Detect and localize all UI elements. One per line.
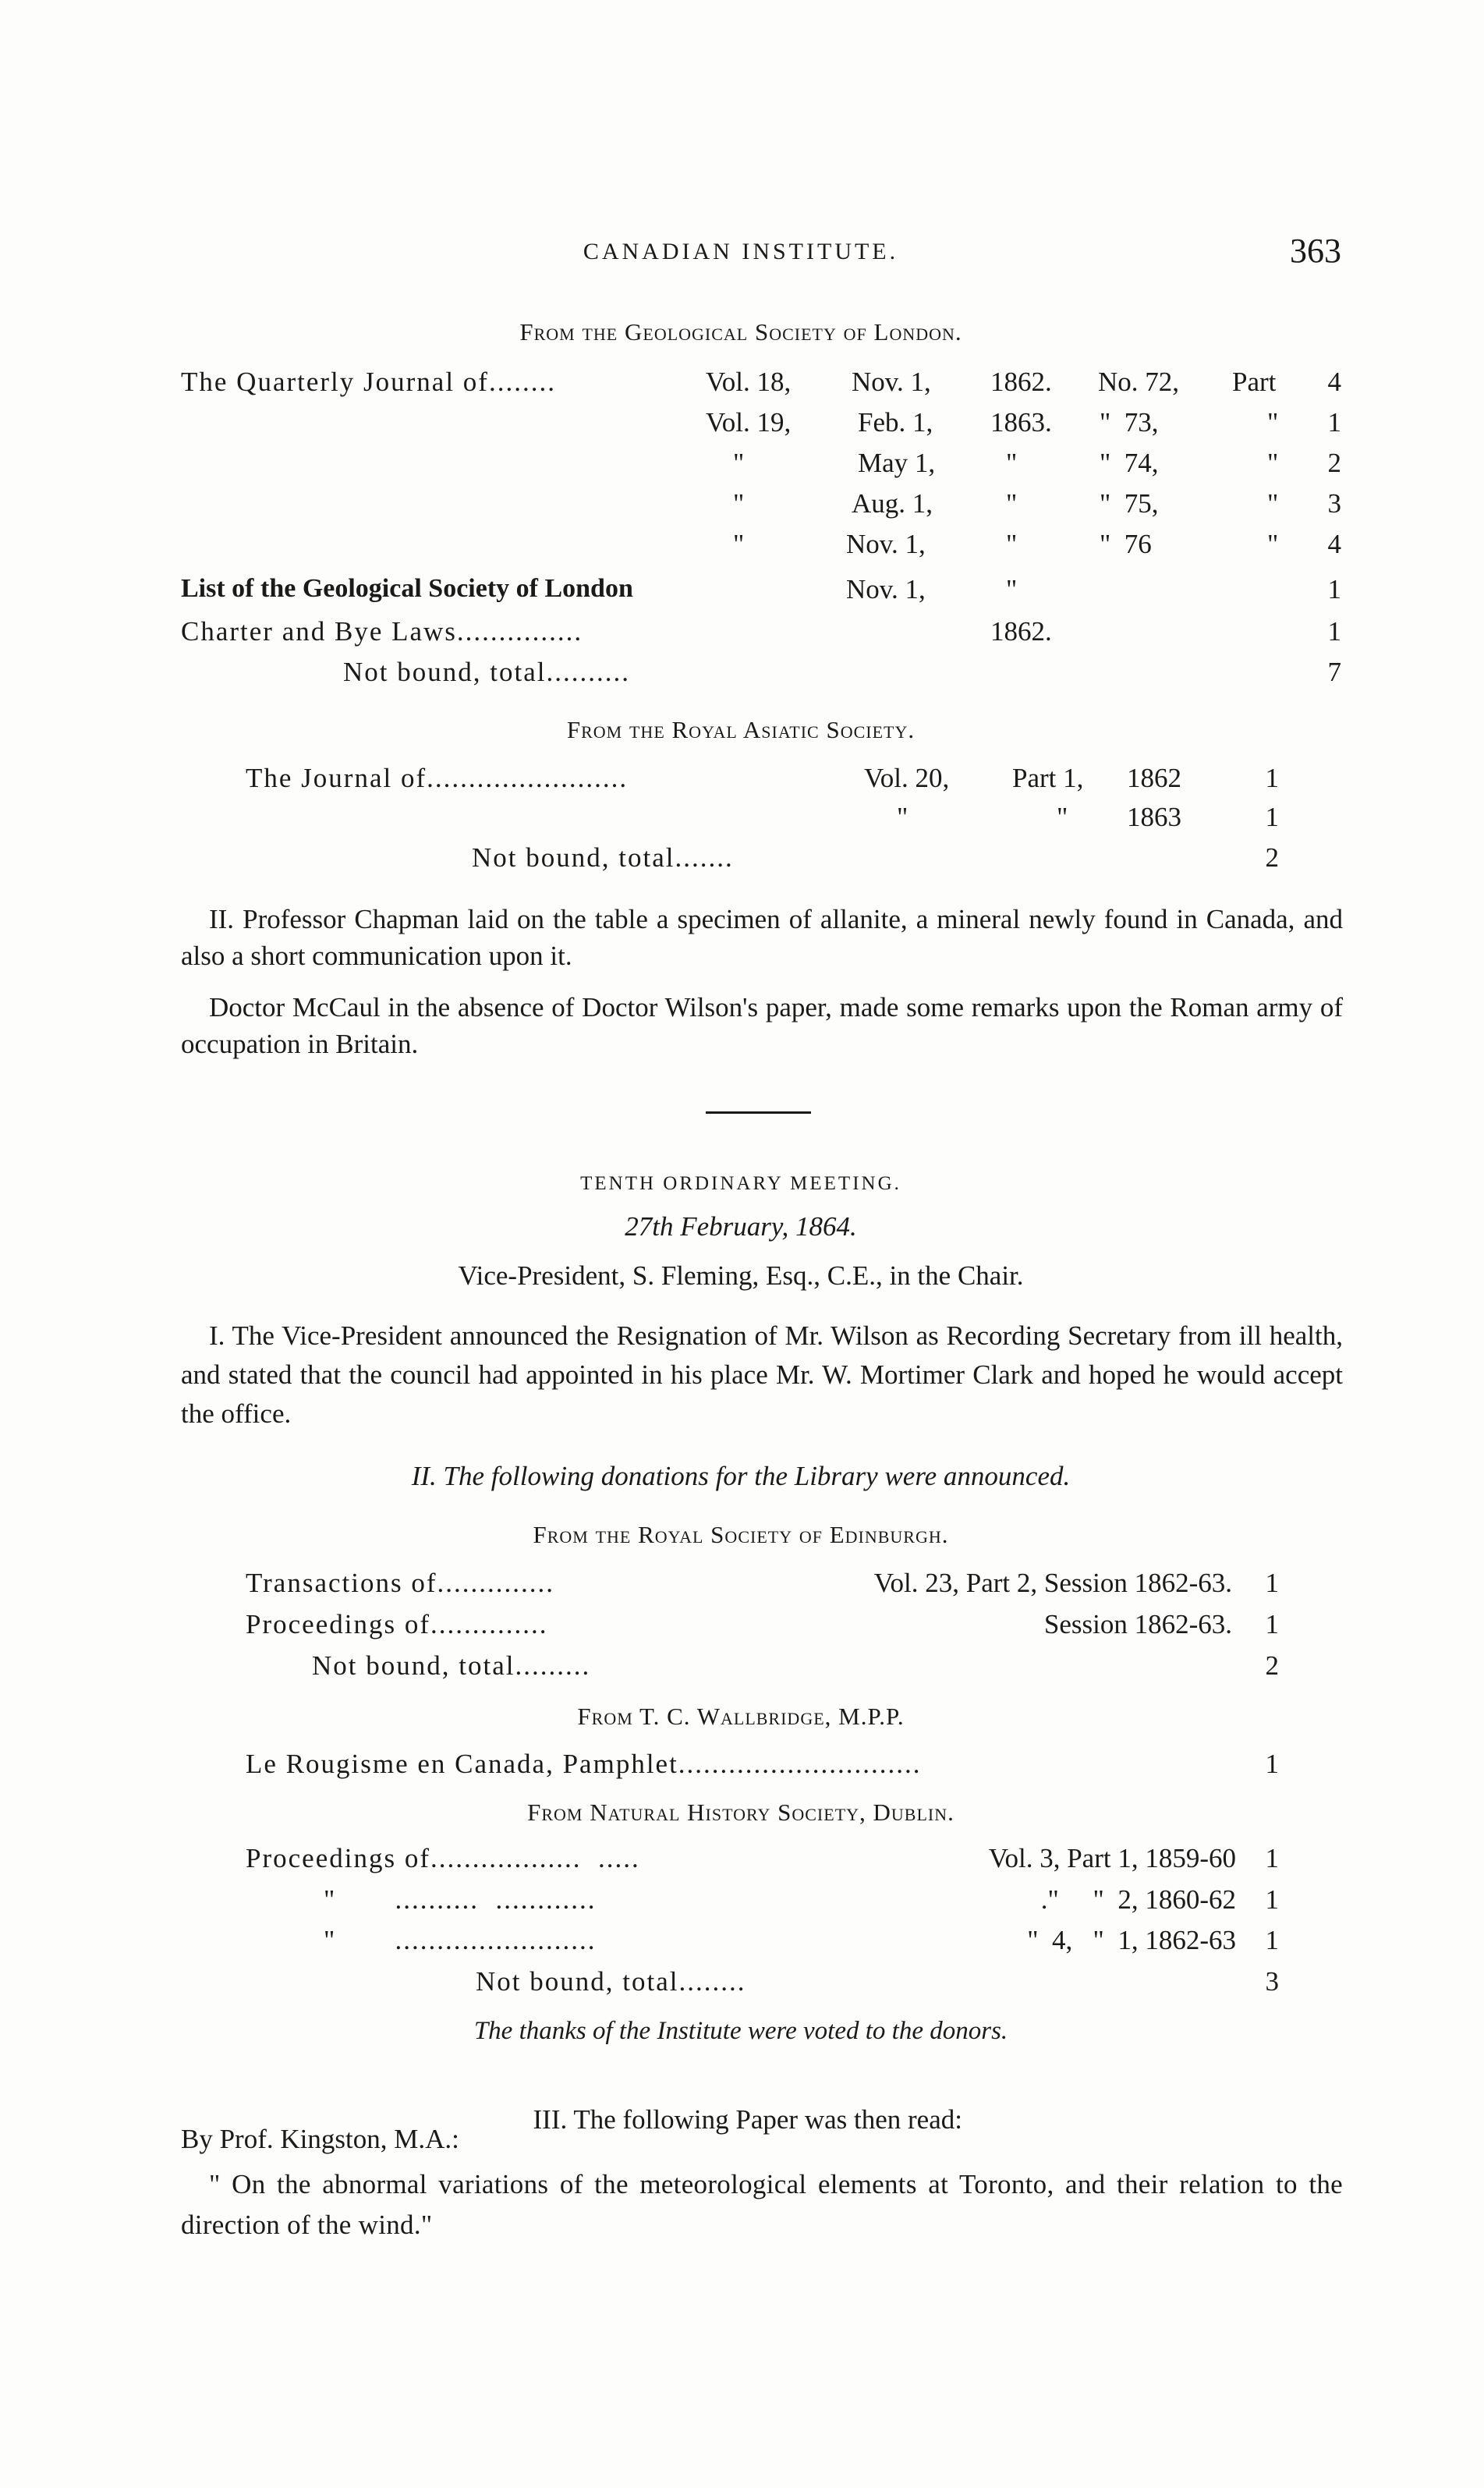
table-cell-vol: Vol. 20, bbox=[864, 763, 950, 793]
dublin-heading: From Natural History Society, Dublin. bbox=[527, 1799, 955, 1826]
donations-heading: II. The following donations for the Library were announced. bbox=[411, 1461, 1071, 1491]
paragraph-chapman: II. Professor Chapman laid on the table a specimen of allanite, a mineral newly found in Canada, and also a short communication upon it. bbox=[181, 904, 1343, 971]
table-cell-year: 1862 bbox=[1127, 763, 1181, 793]
table-cell-year: 1863 bbox=[1127, 802, 1181, 832]
table-cell-label: Not bound, total....... bbox=[472, 842, 734, 873]
table-cell-year: 1863. bbox=[990, 407, 1052, 438]
table-cell-num: No. 72, bbox=[1098, 367, 1180, 397]
table-cell-label: Proceedings of.................. ..... bbox=[246, 1843, 640, 1873]
table-cell-ref: Vol. 3, Part 1, 1859-60 bbox=[988, 1843, 1236, 1873]
thanks-line: The thanks of the Institute were voted to the donors. bbox=[473, 2017, 1008, 2045]
table-cell-vol: Vol. 19, bbox=[706, 407, 792, 438]
table-cell-count: 7 bbox=[1327, 657, 1341, 687]
table-cell-label: Not bound, total.......... bbox=[343, 657, 630, 687]
table-cell-label: " ........................ bbox=[324, 1925, 597, 1955]
table-cell-label: Le Rougisme en Canada, Pamphlet............................. bbox=[246, 1749, 922, 1779]
paper-title: " On the abnormal variations of the meteorological elements at Toronto, and their relation to the direction of the wind." bbox=[181, 2169, 1343, 2240]
table-cell-label: Proceedings of.............. bbox=[246, 1609, 548, 1639]
meeting-title: TENTH ORDINARY MEETING. bbox=[580, 1173, 901, 1194]
table-cell-vol: " bbox=[733, 529, 745, 559]
table-cell-date: Nov. 1, bbox=[846, 529, 926, 559]
table-cell-label: Transactions of.............. bbox=[246, 1568, 555, 1598]
table-cell-part: " bbox=[1267, 529, 1279, 559]
table-cell-label: The Journal of........................ bbox=[246, 763, 629, 793]
table-cell-part: Part bbox=[1232, 367, 1277, 397]
paragraph-mccaul: Doctor McCaul in the absence of Doctor Wilson's paper, made some remarks upon the Roman army of occupation in Britain. bbox=[181, 992, 1343, 1059]
table-cell-label: Not bound, total........ bbox=[476, 1966, 746, 1997]
table-cell-num: " 75, bbox=[1100, 488, 1159, 519]
table-cell-label: List of the Geological Society of London bbox=[181, 574, 633, 603]
table-cell-ref: ." " 2, 1860-62 bbox=[1040, 1884, 1236, 1915]
table-cell-vol: " bbox=[733, 448, 745, 478]
table-cell-ref: Session 1862-63. bbox=[1043, 1609, 1232, 1639]
table-cell-count: 1 bbox=[1265, 1925, 1279, 1955]
table-cell-date: Nov. 1, bbox=[852, 367, 931, 397]
table-cell-count: 2 bbox=[1327, 448, 1341, 478]
table-cell-year: " bbox=[1006, 529, 1018, 559]
table-cell-date: May 1, bbox=[858, 448, 936, 478]
table-cell-date: Aug. 1, bbox=[852, 488, 933, 519]
table-cell-label: The Quarterly Journal of........ bbox=[181, 367, 556, 397]
table-cell-ref: " 4, " 1, 1862-63 bbox=[1027, 1925, 1236, 1955]
table-cell-count: 2 bbox=[1265, 1650, 1279, 1681]
table-cell-count: 3 bbox=[1265, 1966, 1279, 1997]
table-cell-part: " bbox=[1057, 802, 1068, 832]
table-cell-count: 4 bbox=[1327, 367, 1341, 397]
edinburgh-heading: From the Royal Society of Edinburgh. bbox=[533, 1521, 949, 1548]
table-cell-label: Charter and Bye Laws............... bbox=[181, 616, 583, 647]
table-cell-label: Not bound, total......... bbox=[312, 1650, 591, 1681]
table-cell-count: 2 bbox=[1265, 842, 1279, 873]
table-cell-count: 3 bbox=[1327, 488, 1341, 519]
paper-author: By Prof. Kingston, M.A.: bbox=[181, 2124, 459, 2154]
table-cell-year: " bbox=[1006, 574, 1018, 604]
meeting-date: 27th February, 1864. bbox=[625, 1211, 857, 1242]
running-head: CANADIAN INSTITUTE. bbox=[583, 239, 899, 264]
table-cell-count: 1 bbox=[1265, 802, 1279, 832]
table-cell-vol: " bbox=[733, 488, 745, 519]
table-cell-count: 1 bbox=[1265, 1609, 1279, 1639]
table-cell-num: " 74, bbox=[1100, 448, 1159, 478]
table-cell-num: " 73, bbox=[1100, 407, 1159, 438]
table-cell-count: 1 bbox=[1265, 1843, 1279, 1873]
table-cell-vol: Vol. 18, bbox=[706, 367, 792, 397]
table-cell-vol: " bbox=[897, 802, 908, 832]
table-cell-part: " bbox=[1267, 448, 1279, 478]
table-cell-label: " .......... ............ bbox=[324, 1884, 597, 1915]
table-cell-count: 1 bbox=[1327, 574, 1341, 604]
paragraph-resignation: I. The Vice-President announced the Resignation of Mr. Wilson as Recording Secretary from ill health, and stated that the council had appointed in his place Mr. W. Mortimer Clark and hoped he would accept the office. bbox=[181, 1320, 1343, 1429]
table-cell-year: " bbox=[1006, 448, 1018, 478]
table-cell-count: 1 bbox=[1265, 1568, 1279, 1598]
page-number: 363 bbox=[1290, 232, 1341, 270]
table-cell-count: 1 bbox=[1327, 616, 1341, 647]
table-cell-year: 1862. bbox=[990, 367, 1052, 397]
table-cell-count: 1 bbox=[1327, 407, 1341, 438]
paper-heading-text: III. The following Paper was then read: bbox=[533, 2104, 962, 2135]
asiatic-heading: From the Royal Asiatic Society. bbox=[566, 716, 916, 743]
section-divider bbox=[706, 1111, 811, 1114]
table-cell-year: 1862. bbox=[990, 616, 1052, 647]
table-cell-part: " bbox=[1267, 488, 1279, 519]
table-cell-part: Part 1, bbox=[1012, 763, 1084, 793]
table-cell-count: 1 bbox=[1265, 763, 1279, 793]
table-cell-part: " bbox=[1267, 407, 1279, 438]
table-cell-count: 1 bbox=[1265, 1884, 1279, 1915]
table-cell-year: " bbox=[1006, 488, 1018, 519]
table-cell-count: 4 bbox=[1327, 529, 1341, 559]
table-cell-date: Nov. 1, bbox=[846, 574, 926, 604]
wallbridge-heading: From T. C. Wallbridge, M.P.P. bbox=[577, 1703, 905, 1730]
geological-heading: From the Geological Society of London. bbox=[519, 318, 962, 346]
meeting-chair: Vice-President, S. Fleming, Esq., C.E., in the Chair. bbox=[458, 1260, 1024, 1291]
table-cell-count: 1 bbox=[1265, 1749, 1279, 1779]
table-cell-num: " 76 bbox=[1100, 529, 1152, 559]
table-cell-date: Feb. 1, bbox=[858, 407, 933, 438]
table-cell-ref: Vol. 23, Part 2, Session 1862-63. bbox=[873, 1568, 1232, 1598]
